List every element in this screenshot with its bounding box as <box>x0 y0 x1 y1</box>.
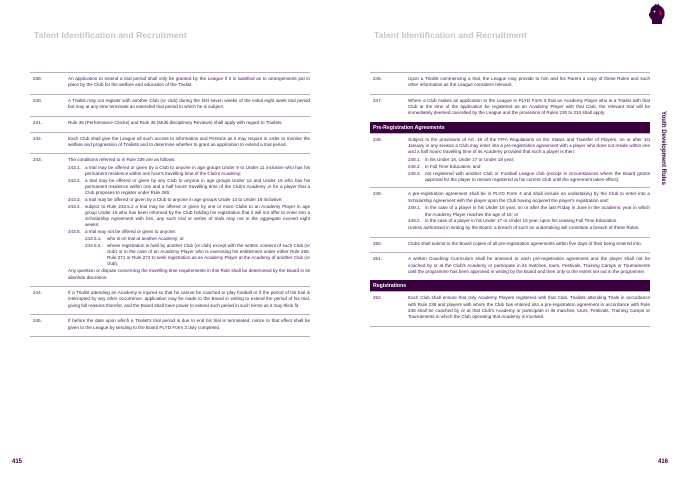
rule-body <box>68 157 310 282</box>
rule-row <box>30 72 310 94</box>
sub-sub-clause-number: 243.5.1. <box>85 235 102 241</box>
sub-sub-clause-text: who is on trial at another Academy; or <box>107 235 184 241</box>
sub-clause-text: a trial may be offered or given by a Club to anyone in age groups Under 14 to Under 16 inclusive; <box>85 197 283 203</box>
sub-sub-clause-text: whose registration is held by another Club (or club) except with the written consent of such Club (or club) or in the case of an Academy Player who is exercising his entitlement under either Rule 269, Rule 271 or Rule 272 to seek registration as an Academy Player at the Academy of another Club (or club). <box>107 242 311 267</box>
sub-clause <box>68 229 310 268</box>
rule-number: 250. <box>373 240 382 246</box>
rule-row <box>30 94 310 116</box>
rule-row <box>370 252 650 280</box>
sub-clause-number: 243.3. <box>68 197 81 203</box>
rule-body <box>68 76 310 90</box>
rule-body <box>408 137 650 183</box>
sub-clause-number: 248.3. <box>408 170 421 176</box>
rule-closing-text: Any question or dispute concerning the travelling time requirements in this Rule shall be determined by the Board in its absolute discretion. <box>68 268 310 280</box>
rule-body <box>68 290 310 310</box>
sub-clause-number: 243.2. <box>68 178 81 184</box>
rule-body <box>68 120 310 128</box>
rule-text: An application to extend a trial period shall only be granted by the League if it is satisfied as to arrangements put in place by the Club for the welfare and education of the Trialist. <box>68 76 310 88</box>
sub-clause-text: in the case of a player in his Under 16 year, on or after the last Friday in June in the academic year in which the Academy Player reaches the age of 16; or <box>425 205 650 217</box>
rule-text: A pre-registration agreement shall be in PLYD Form 4 and shall include an undertaking by the Club to enter into a Scholarship Agreement with the player upon the Club having acquired the player's registration and: <box>408 191 650 203</box>
sub-clause-body <box>85 204 310 229</box>
rule-text: Upon a Trialist commencing a trial, the League may provide to him and his Parent a copy of these Rules and such other information as the League considers relevant. <box>408 76 650 88</box>
sub-sub-clause <box>85 236 310 242</box>
rule-number: 249. <box>373 191 382 197</box>
rule-text: Where a Club makes an application to the League in PLYD Form 5 that an Academy Player who is a Trialist with that Club at the time of the application be registered as an Academy Player with that Club, the relevant trial will be immediately deemed cancelled by the League and the provisions of Rules 230 to 234 shall apply. <box>408 97 650 116</box>
rule-body <box>408 98 650 118</box>
sub-clause-body <box>425 205 650 217</box>
side-section-label: Youth Development Rules <box>660 111 666 185</box>
sub-clause-number: 243.5. <box>68 229 81 235</box>
sub-sub-clause-number: 243.5.2. <box>85 242 102 248</box>
sub-clause-text: a trial may be offered or given by any Club to anyone in age groups Under 12 and Under 15 who has his permanent residence within one and a half hours' travelling time of the Club's Academy or for a player that a Club proposes to register under Rule 265; <box>85 178 310 196</box>
rule-row <box>370 291 650 326</box>
sub-clause <box>408 205 650 217</box>
sub-clause <box>408 157 650 163</box>
rule-number: 252. <box>373 295 382 301</box>
rule-number: 244. <box>33 290 42 296</box>
sub-clause <box>68 204 310 229</box>
sub-clause-body <box>425 218 650 224</box>
sub-clause-number: 249.2. <box>408 218 421 224</box>
sub-clause <box>68 165 310 177</box>
rule-number: 247. <box>373 97 382 103</box>
rule-text: A written Coaching Curriculum shall be annexed to each pre-registration agreement and the player shall not be coached by or at the Club's Academy or participate in its matches, tours, Festivals, Training Camps or Tournaments until the programme has been approved in writing by the Board and then only to the extent set out in the programme. <box>408 256 650 274</box>
rule-body <box>68 136 310 150</box>
page-number: 416 <box>657 459 668 465</box>
sub-clause-number: 243.1. <box>68 165 81 171</box>
section-heading: Pre-Registration Agreements <box>370 122 650 133</box>
sub-sub-clause <box>85 243 310 268</box>
sub-clause-number: 249.1. <box>408 205 421 211</box>
sub-clause <box>68 178 310 197</box>
rule-text: Each Club shall give the League all such access to information and Persons as it may require in order to monitor the welfare and progression of Trialists and to determine whether to grant an application to extend a trial period. <box>68 135 310 147</box>
rule-body <box>68 318 310 332</box>
sub-clause-text: in Full Time Education; and <box>425 163 481 169</box>
rule-row <box>30 314 310 337</box>
premier-league-logo-icon <box>644 2 670 28</box>
sub-clause-number: 248.2. <box>408 163 421 169</box>
sub-clause-number: 243.4. <box>68 203 81 209</box>
rule-number: 248. <box>373 137 382 143</box>
rule-row <box>30 286 310 314</box>
rule-number: 240. <box>33 97 42 103</box>
rule-text: Subject to the provisions of Art. 19 of the FIFA Regulations on the Status and Transfer of Players, on or after 1st January in any season a Club may enter into a pre-registration agreement with a player who does not reside within one and a half hours' travelling time of its Academy provided that such a player is then: <box>408 137 650 155</box>
sub-clause <box>68 197 310 203</box>
sub-clause-body <box>425 171 650 183</box>
page-header-title: Talent Identification and Recruitment <box>374 30 527 40</box>
sub-clause-text: subject to Rule 243.5.2 a trial may be offered or given by one or more Clubs to an Academy Player in age group Under 16 who has been informed by the Club holding his registration that it will not offer to enter into a Scholarship Agreement with him, any such trial or series of trials may not in the aggregate exceed eight weeks; <box>85 203 310 228</box>
rule-number: 242. <box>33 135 42 141</box>
rule-text: Clubs shall submit to the Board copies of all pre-registration agreements within five days of their being entered into. <box>408 240 642 246</box>
rule-number: 245. <box>33 318 42 324</box>
sub-clause-text: in his Under 16, Under 17 or Under 18 year; <box>425 157 515 163</box>
rule-number: 239. <box>33 76 42 81</box>
section-heading: Registrations <box>370 280 650 291</box>
rule-number: 251. <box>373 256 382 262</box>
rule-row <box>30 132 310 154</box>
rule-row <box>370 237 650 253</box>
right-page <box>340 0 680 483</box>
rule-row <box>370 72 650 94</box>
rule-body <box>408 191 650 232</box>
sub-clause-text: not registered with another Club or Football League club (except in circumstances where the Board grants approval for the player to remain registered at his current Club until the agreement takes effect). <box>425 170 650 182</box>
side-section-tab <box>658 108 668 188</box>
sub-clause <box>408 218 650 224</box>
rule-body <box>408 76 650 90</box>
rule-body <box>408 295 650 321</box>
sub-clause-text: in the case of a player in his Under 17 or Under 18 year, upon his ceasing Full Time Education. <box>425 218 618 224</box>
rules-list <box>30 72 310 337</box>
rule-text: Rule 35 (Performance Clocks) and Rule 36 (Multi-disciplinary Reviews) shall apply with regard to Trialists. <box>68 119 283 125</box>
sub-clause <box>408 164 650 170</box>
rule-row <box>30 116 310 132</box>
rule-number: 243. <box>33 157 42 163</box>
sub-clause-body <box>425 157 650 163</box>
rule-text: Each Club shall ensure that only Academy Players registered with that Club, Trialists attending Trials in accordance with Rule 236 and players with whom the Club has entered into a pre-registration agreement in accordance with Rule 248 shall be coached by or at that Club's Academy or participate in its matches, tours, Festivals, Training Camps or Tournaments in which the Club operating that Academy is involved. <box>408 295 650 320</box>
sub-clause-body <box>85 197 310 203</box>
rule-body <box>408 256 650 276</box>
rules-list <box>370 72 650 327</box>
sub-clause <box>408 171 650 183</box>
rule-row <box>370 133 650 187</box>
page-header-title: Talent Identification and Recruitment <box>34 30 187 40</box>
rule-text: If a Trialist attending an Academy is injured so that he cannot be coached or play football or if the period of his trial is interrupted by any other occurrence, application may be made to the Board in writing to extend the period of his trial, giving full reasons therefor, and the Board shall have power to extend such period in such terms as it may think fit. <box>68 290 310 308</box>
page-number: 415 <box>12 459 23 465</box>
sub-clause-number: 248.1. <box>408 157 421 163</box>
rule-row <box>30 153 310 286</box>
sub-clause-text: a trial may not be offered or given to anyone: <box>85 229 177 235</box>
sub-clause-body <box>425 164 650 170</box>
sub-clause-body <box>85 178 310 197</box>
rule-number: 241. <box>33 119 42 125</box>
rule-text: If before the date upon which a Trialist's trial period is due to end his trial is terminated, notice to that effect shall be given to the League by sending to the Board PLYD Form 3 duly completed. <box>68 318 310 330</box>
sub-clause-text: a trial may be offered or given by a Club to anyone in age groups Under 9 to Under 11 inclusive who has his permanent residence within one hour's travelling time of the Club's Academy; <box>85 165 310 177</box>
rule-text: The conditions referred to in Rule 236 are as follows: <box>68 157 176 163</box>
sub-clause-body <box>85 229 310 268</box>
rule-body <box>408 241 650 249</box>
rule-row <box>370 187 650 236</box>
rule-row <box>370 94 650 122</box>
rule-body <box>68 98 310 112</box>
sub-clause-body <box>85 165 310 177</box>
rule-number: 246. <box>373 76 382 81</box>
rule-text: A Trialist may not register with another Club (or club) during the first seven weeks of the initial eight week trial period but may at any time terminate an extended trial period to which he is subject. <box>68 97 310 110</box>
rule-closing-text: Unless authorised in writing by the Board, a breach of such an undertaking will constitute a breach of these Rules. <box>408 224 640 230</box>
